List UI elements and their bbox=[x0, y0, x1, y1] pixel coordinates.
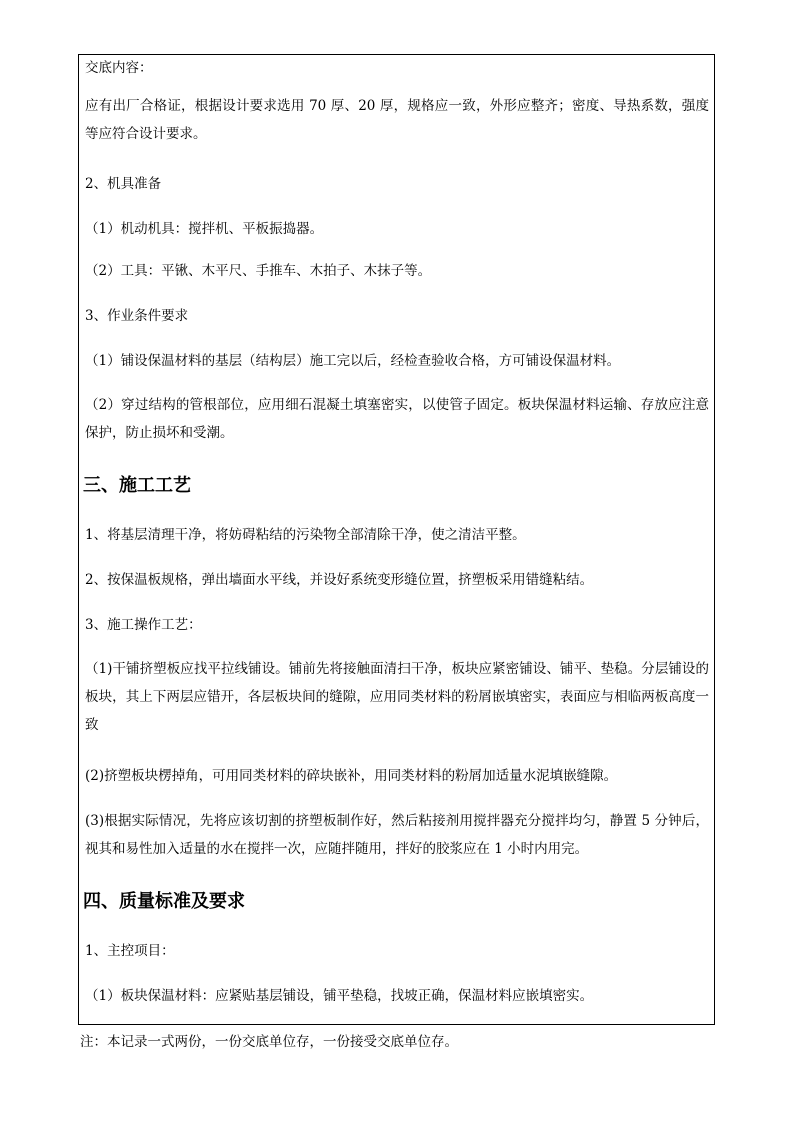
process-item: 3、施工操作工艺： bbox=[85, 617, 202, 633]
process-item: 1、将基层清理干净，将妨碍粘结的污染物全部清除干净，使之清洁平整。 bbox=[85, 527, 526, 543]
conditions-item: （2）穿过结构的管根部位，应用细石混凝土填塞密实，以使管子固定。板块保温材料运输、存放应注意保护，防止损坏和受潮。 bbox=[85, 397, 709, 441]
material-paragraph: 应有出厂合格证，根据设计要求选用 70 厚、20 厚，规格应一致，外形应整齐；密度、导热系数，强度等应符合设计要求。 bbox=[85, 98, 709, 142]
operation-item: (3)根据实际情况，先将应该切割的挤塑板制作好，然后粘接剂用搅拌器充分搅拌均匀，静置 5 分钟后，视其和易性加入适量的水在搅拌一次，应随拌随用，拌好的胶浆应在 1 小时内用完。 bbox=[85, 813, 709, 857]
footer-note: 注：本记录一式两份，一份交底单位存，一份接受交底单位存。 bbox=[80, 1034, 458, 1050]
operation-item: (2)挤塑板块楞掉角，可用同类材料的碎块嵌补，用同类材料的粉屑加适量水泥填嵌缝隙。 bbox=[85, 768, 618, 784]
quality-item: （1）板块保温材料：应紧贴基层铺设，铺平垫稳，找坡正确，保温材料应嵌填密实。 bbox=[85, 988, 594, 1004]
disclosure-record-table bbox=[78, 54, 715, 1025]
section-4-title: 四、质量标准及要求 bbox=[83, 891, 245, 912]
operation-item: （1)干铺挤塑板应找平拉线铺设。铺前先将接触面清扫干净，板块应紧密铺设、铺平、垫稳。分层铺设的板块，其上下两层应错开，各层板块间的缝隙，应用同类材料的粉屑嵌填密实，表面应与相临两板高度一致 bbox=[85, 661, 709, 733]
section-3-title: 三、施工工艺 bbox=[83, 475, 191, 496]
quality-heading: 1、主控项目： bbox=[85, 943, 175, 959]
conditions-item: （1）铺设保温材料的基层（结构层）施工完以后，经检查验收合格，方可铺设保温材料。 bbox=[85, 353, 621, 369]
intro-label: 交底内容： bbox=[85, 60, 153, 76]
tools-heading: 2、机具准备 bbox=[85, 176, 162, 192]
process-item: 2、按保温板规格，弹出墙面水平线，并设好系统变形缝位置，挤塑板采用错缝粘结。 bbox=[85, 572, 594, 588]
conditions-heading: 3、作业条件要求 bbox=[85, 308, 189, 324]
tools-item: （1）机动机具：搅拌机、平板振捣器。 bbox=[85, 221, 324, 237]
tools-item: （2）工具：平锹、木平尺、手推车、木拍子、木抹子等。 bbox=[85, 263, 432, 279]
